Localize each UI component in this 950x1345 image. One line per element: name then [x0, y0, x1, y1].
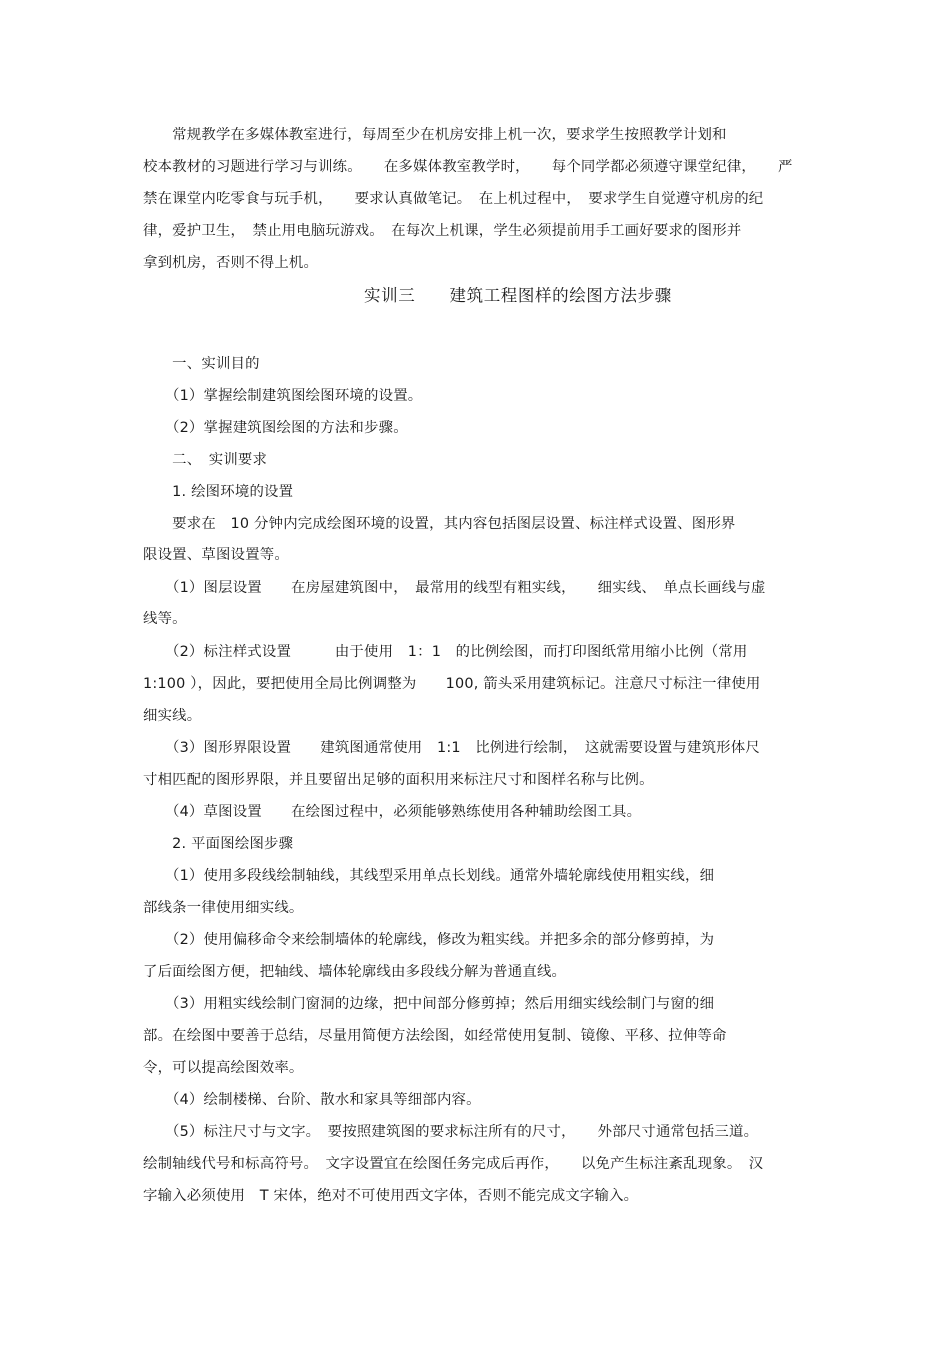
- list-item: （2）掌握建筑图绘图的方法和步骤。: [143, 420, 408, 436]
- list-item: （1）掌握绘制建筑图绘图环境的设置。: [143, 388, 423, 404]
- intro-line: 常规教学在多媒体教室进行，每周至少在机房安排上机一次，要求学生按照教学计划和: [143, 127, 727, 143]
- paragraph-line: 要求在 10 分钟内完成绘图环境的设置，其内容包括图层设置、标注样式设置、图形界: [143, 516, 736, 532]
- paragraph-line: （4）绘制楼梯、台阶、散水和家具等细部内容。: [143, 1092, 481, 1108]
- paragraph-line: 令，可以提高绘图效率。: [143, 1060, 304, 1076]
- paragraph-line: 绘制轴线代号和标高符号。 文字设置宜在绘图任务完成后再作， 以免产生标注紊乱现象。 汉: [143, 1156, 764, 1172]
- paragraph-line: （3）用粗实线绘制门窗洞的边缘，把中间部分修剪掉；然后用细实线绘制门与窗的细: [143, 996, 715, 1012]
- paragraph-line: （1）图层设置 在房屋建筑图中， 最常用的线型有粗实线， 细实线、 单点长画线与虚: [143, 580, 766, 596]
- paragraph-line: 部。在绘图中要善于总结，尽量用简便方法绘图，如经常使用复制、镜像、平移、拉伸等命: [143, 1028, 727, 1044]
- intro-line: 拿到机房，否则不得上机。: [143, 255, 319, 271]
- paragraph-line: （2）标注样式设置 由于使用 1：1 的比例绘图，而打印图纸常用缩小比例（常用: [143, 644, 748, 660]
- section-title: 实训三 建筑工程图样的绘图方法步骤: [364, 286, 672, 305]
- paragraph-line: （1）使用多段线绘制轴线，其线型采用单点长划线。通常外墙轮廓线使用粗实线，细: [143, 868, 715, 884]
- paragraph-line: 寸相匹配的图形界限，并且要留出足够的面积用来标注尺寸和图样名称与比例。: [143, 772, 654, 788]
- subheading-floorplan: 2. 平面图绘图步骤: [143, 836, 294, 852]
- paragraph-line: 细实线。: [143, 708, 202, 724]
- paragraph-line: 线等。: [143, 611, 187, 627]
- paragraph-line: 字输入必须使用 T 宋体，绝对不可使用西文字体，否则不能完成文字输入。: [143, 1188, 639, 1204]
- intro-line: 校本教材的习题进行学习与训练。 在多媒体教室教学时， 每个同学都必须遵守课堂纪律， 严: [143, 159, 793, 175]
- intro-line: 禁在课堂内吃零食与玩手机， 要求认真做笔记。 在上机过程中， 要求学生自觉遵守机房的纪: [143, 191, 764, 207]
- subheading-environment: 1. 绘图环境的设置: [143, 484, 294, 500]
- paragraph-line: （5）标注尺寸与文字。 要按照建筑图的要求标注所有的尺寸， 外部尺寸通常包括三道。: [143, 1124, 759, 1140]
- paragraph-line: （2）使用偏移命令来绘制墙体的轮廓线，修改为粗实线。并把多余的部分修剪掉，为: [143, 932, 715, 948]
- paragraph-line: 了后面绘图方便，把轴线、墙体轮廓线由多段线分解为普通直线。: [143, 964, 567, 980]
- heading-requirements: 二、 实训要求: [143, 452, 268, 468]
- paragraph-line: 限设置、草图设置等。: [143, 547, 289, 563]
- intro-line: 律，爱护卫生， 禁止用电脑玩游戏。 在每次上机课，学生必须提前用手工画好要求的图形并: [143, 223, 742, 239]
- paragraph-line: 部线条一律使用细实线。: [143, 900, 304, 916]
- paragraph-line: （3）图形界限设置 建筑图通常使用 1:1 比例进行绘制， 这就需要设置与建筑形体尺: [143, 740, 760, 756]
- heading-purpose: 一、实训目的: [143, 356, 260, 372]
- paragraph-line: （4）草图设置 在绘图过程中，必须能够熟练使用各种辅助绘图工具。: [143, 804, 642, 820]
- paragraph-line: 1:100 ），因此，要把使用全局比例调整为 100, 箭头采用建筑标记。注意尺寸标注一律使用: [143, 676, 761, 692]
